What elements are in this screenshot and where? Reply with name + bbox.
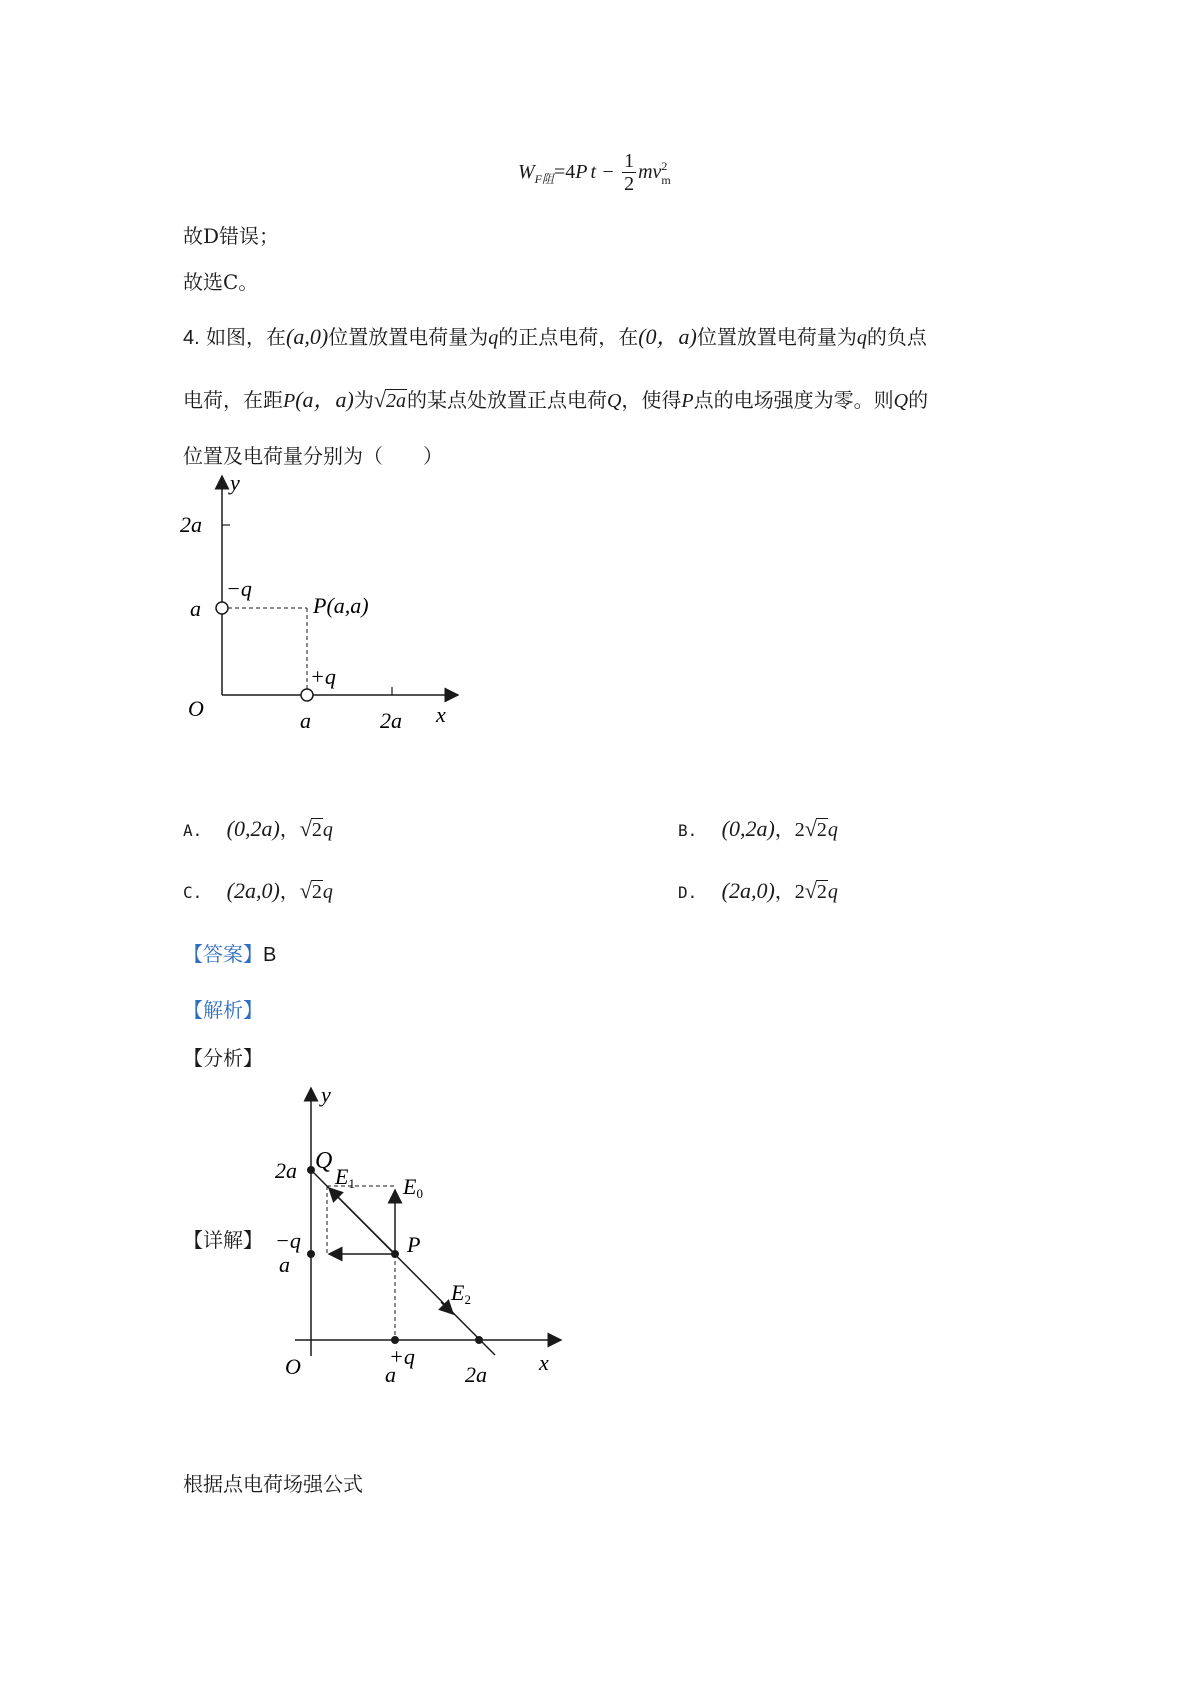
option-q: q xyxy=(322,881,333,903)
label-pos-q: +q xyxy=(389,1344,415,1369)
superscript-2: 2 xyxy=(661,158,668,173)
point-P xyxy=(391,1250,399,1258)
x-axis-label: x xyxy=(436,702,446,727)
option-a[interactable] xyxy=(183,815,333,845)
coord-a-a: (a，a) xyxy=(295,387,354,412)
answer-value: B xyxy=(263,944,277,966)
negative-charge-label: −q xyxy=(226,576,252,601)
q-text-2b: 为 xyxy=(353,388,374,412)
subscript-F-resist: F阻 xyxy=(534,172,555,186)
origin-label: O xyxy=(285,1354,301,1379)
tick-label-y-2a: 2a xyxy=(275,1158,297,1183)
fraction-denominator: 2 xyxy=(624,173,635,195)
question-line-1 xyxy=(183,323,927,352)
symbol-W: W xyxy=(518,161,535,183)
figure-1-coordinate-diagram xyxy=(170,470,480,740)
radical-sign: √ xyxy=(804,878,817,903)
symbol-t: t xyxy=(590,161,597,183)
radical-sign: √ xyxy=(804,816,817,841)
q-text-2d: ，使得 xyxy=(621,388,682,412)
option-coefficient: 2 xyxy=(794,881,805,903)
label-P: P xyxy=(407,1232,421,1257)
tick-label-y-a: a xyxy=(190,596,201,621)
q-text-1b: 位置放置电荷量为 xyxy=(328,325,489,349)
option-coefficient: 2 xyxy=(794,819,805,841)
label-E2: E2 xyxy=(451,1280,471,1307)
fenxi-tag: 【分析】 xyxy=(183,1046,263,1070)
option-separator: ， xyxy=(774,879,795,903)
radical-sign: √ xyxy=(299,878,312,903)
tick-label-x-2a: 2a xyxy=(465,1362,487,1387)
option-d[interactable] xyxy=(678,877,838,907)
point-2a-x xyxy=(475,1336,483,1344)
option-b[interactable] xyxy=(678,815,838,845)
analysis-tag: 【解析】 xyxy=(183,998,263,1022)
option-coord: (2a,0) xyxy=(721,878,775,903)
option-q: q xyxy=(827,881,838,903)
symbol-q-2: q xyxy=(856,327,867,349)
option-coord: (0,2a) xyxy=(721,816,775,841)
e1-arrow xyxy=(329,1188,395,1254)
line-d-wrong: 故D错误； xyxy=(183,224,280,248)
symbol-v: v xyxy=(652,161,662,183)
fraction-numerator: 1 xyxy=(624,150,635,172)
option-q: q xyxy=(827,819,838,841)
question-number: 4. xyxy=(183,327,200,349)
symbol-P-1: P xyxy=(283,390,296,412)
q-text-1a: 如图，在 xyxy=(206,325,287,349)
option-letter: D. xyxy=(678,883,698,902)
tick-label-x-2a: 2a xyxy=(380,708,402,733)
point-neg-q xyxy=(307,1250,315,1258)
symbol-P: P xyxy=(575,161,588,183)
origin-label: O xyxy=(188,696,204,721)
option-separator: ， xyxy=(279,817,300,841)
option-sqrt: 2 xyxy=(816,819,827,841)
label-E0: E0 xyxy=(403,1174,423,1201)
answer-tag: 【答案】 xyxy=(183,942,263,966)
radical-sign: √ xyxy=(373,387,386,412)
question-line-3: 位置及电荷量分别为（ ） xyxy=(183,444,443,468)
q-text-2c: 的某点处放置正点电荷 xyxy=(406,388,607,412)
option-sqrt: 2 xyxy=(816,881,827,903)
x-axis-label: x xyxy=(539,1350,549,1375)
option-coord: (2a,0) xyxy=(226,878,280,903)
minus-sign: − xyxy=(602,161,614,183)
q-text-2a: 电荷，在距 xyxy=(183,388,283,412)
q-text-1c: 的正点电荷，在 xyxy=(498,325,639,349)
label-Q: Q xyxy=(315,1148,333,1174)
option-letter: A. xyxy=(183,821,203,840)
equals-four: =4 xyxy=(554,161,576,183)
coord-0-a: (0，a) xyxy=(638,324,697,349)
q-text-2e: 点的电场强度为零。则 xyxy=(693,388,894,412)
label-E1: E1 xyxy=(335,1164,355,1191)
negative-charge-marker xyxy=(216,602,228,614)
option-separator: ， xyxy=(774,817,795,841)
y-axis-label: y xyxy=(230,470,240,495)
option-letter: C. xyxy=(183,883,203,902)
answer-row xyxy=(183,940,276,969)
positive-charge-label: +q xyxy=(310,664,336,689)
xiangjie-tag: 【详解】 xyxy=(183,1228,263,1252)
label-neg-q: −q xyxy=(275,1228,301,1253)
q-text-1e: 的负点 xyxy=(866,325,927,349)
line-choose-c: 故选C。 xyxy=(183,270,259,294)
radical-sign: √ xyxy=(299,816,312,841)
last-line: 根据点电荷场强公式 xyxy=(183,1472,363,1496)
symbol-P-2: P xyxy=(681,390,694,412)
point-P-label: P(a,a) xyxy=(313,593,369,618)
option-separator: ， xyxy=(279,879,300,903)
point-Q xyxy=(307,1166,315,1174)
symbol-Q-1: Q xyxy=(606,390,622,412)
fraction-one-half xyxy=(622,150,636,195)
q-text-2f: 的 xyxy=(908,388,929,412)
sqrt-2a: 2a xyxy=(385,390,406,412)
option-c[interactable] xyxy=(183,877,333,907)
tick-label-x-a: a xyxy=(385,1362,396,1387)
option-letter: B. xyxy=(678,821,698,840)
symbol-Q-2: Q xyxy=(893,390,909,412)
q-text-1d: 位置放置电荷量为 xyxy=(696,325,857,349)
positive-charge-marker xyxy=(301,689,313,701)
option-q: q xyxy=(322,819,333,841)
y-axis-label: y xyxy=(321,1082,331,1107)
figure-2-field-diagram xyxy=(255,1082,575,1400)
coord-a-0: (a,0) xyxy=(286,324,329,349)
symbol-m: m xyxy=(638,161,653,183)
tick-label-x-a: a xyxy=(300,708,311,733)
point-pos-q xyxy=(391,1336,399,1344)
option-coord: (0,2a) xyxy=(226,816,280,841)
tick-label-y-2a: 2a xyxy=(180,512,202,537)
formula-work-resistance xyxy=(518,150,671,195)
option-sqrt: 2 xyxy=(311,819,322,841)
symbol-q-1: q xyxy=(488,327,499,349)
tick-label-y-a: a xyxy=(279,1252,290,1277)
option-sqrt: 2 xyxy=(311,881,322,903)
subscript-m: m xyxy=(661,172,671,187)
question-line-2 xyxy=(183,386,928,415)
